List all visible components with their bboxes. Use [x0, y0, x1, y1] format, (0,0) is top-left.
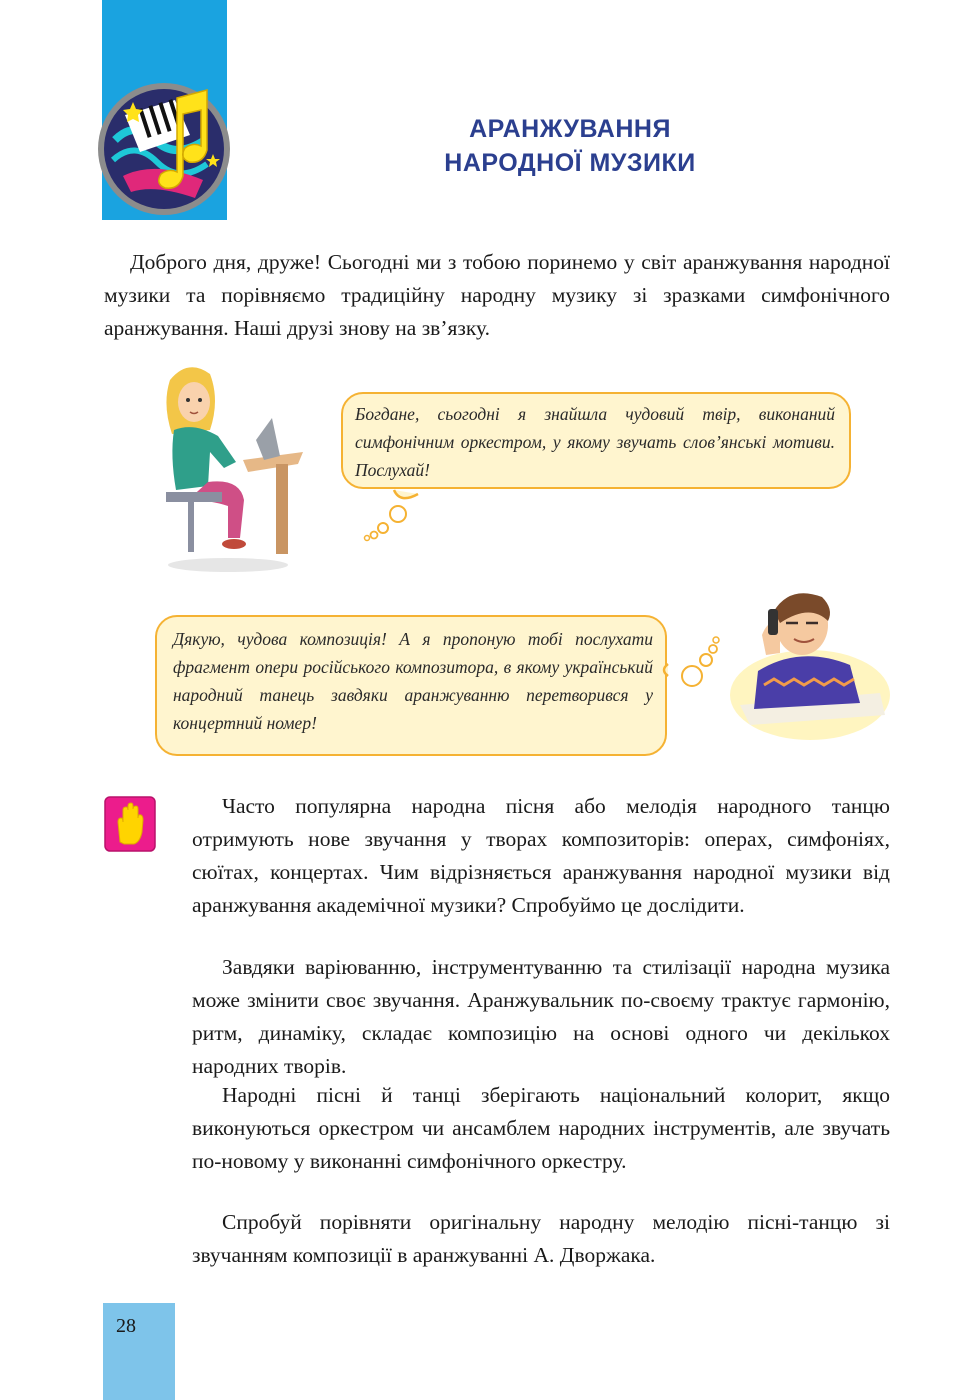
- page-number: 28: [116, 1315, 136, 1337]
- raised-hand-icon: [104, 796, 156, 852]
- music-emblem-icon: [95, 80, 233, 218]
- girl-speech-bubble: Богдане, сьогодні я знайшла чудовий твір, виконаний симфонічним оркестром, у якому звучать слов’янські мотиви. Послухай!: [341, 392, 851, 489]
- boy-speech-bubble: Дякую, чудова композиція! А я пропоную тобі послухати фрагмент опери російського композитора, в якому український народний танець завдяки аранжуванню перетворився у концертний номер!: [155, 615, 667, 756]
- body-paragraph-4: Спробуй порівняти оригінальну народну мелодію пісні-танцю зі звучанням композиції в аранжуванні А. Дворжака.: [192, 1210, 890, 1267]
- page-number-tab: [103, 1303, 175, 1400]
- page-title-line-1: АРАНЖУВАННЯ: [469, 115, 671, 143]
- page-title-line-2: НАРОДНОЇ МУЗИКИ: [444, 149, 696, 177]
- body-paragraph-1: Часто популярна народна пісня або мелодія народного танцю отримують нове звучання у творах композиторів: операх, симфоніях, сюїтах, концертах. Чим відрізняється аранжування народної музики від аранжування академічної музики? Спробуймо це дослідити.: [192, 794, 890, 917]
- boy-thought-trail: [650, 630, 725, 700]
- boy-on-phone-illustration: [710, 575, 890, 740]
- girl-thought-trail: [360, 486, 435, 546]
- intro-paragraph: Доброго дня, друже! Сьогодні ми з тобою поринемо у світ аранжування народної музики та порівняємо традиційну народну музику зі зразками симфонічного аранжування. Наші друзі знову на зв’язку.: [104, 250, 890, 340]
- body-paragraph-3: Народні пісні й танці зберігають національний колорит, якщо виконуються оркестром чи ансамблем народних інструментів, але звучать по-новому у виконанні симфонічного оркестру.: [192, 1083, 890, 1173]
- girl-at-laptop-illustration: [148, 360, 308, 575]
- body-paragraph-2: Завдяки варіюванню, інструментуванню та стилізації народна музика може змінити своє звучання. Аранжувальник по-своєму трактує гармонію, ритм, динаміку, складає композицію на основі одного чи декількох народних творів.: [192, 955, 890, 1078]
